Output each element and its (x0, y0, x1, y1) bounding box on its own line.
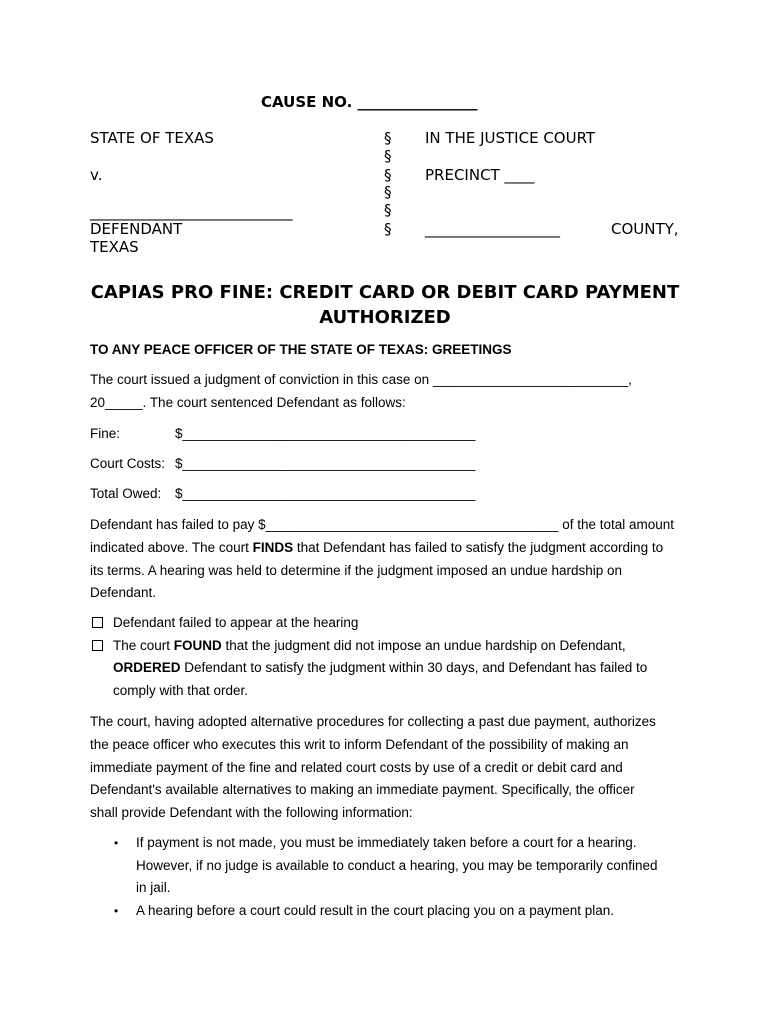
alt-para-line: the peace officer who executes this writ to inform Defendant of the possibility of making an (90, 737, 629, 752)
judgment-line: 20_____. The court sentenced Defendant as follows: (90, 395, 406, 410)
checkbox-failed-to-appear[interactable] (92, 617, 103, 628)
alt-para-line: Defendant's available alternatives to making an immediate payment. Specifically, the officer (90, 782, 635, 797)
judgment-line: The court issued a judgment of conviction in this case on __________________________, (90, 372, 632, 387)
failed-para-line: Defendant. (90, 585, 157, 600)
caption-precinct: PRECINCT ____ (425, 166, 535, 184)
cause-number: CAUSE NO. ________________ (261, 93, 478, 111)
checkbox-continuation (113, 660, 647, 675)
caption-state: STATE OF TEXAS (90, 129, 214, 147)
alt-para-line: The court, having adopted alternative procedures for collecting a past due payment, authorizes (90, 714, 656, 729)
fine-value: $_______________________________________ (175, 426, 476, 441)
checkbox-row-failed-to-appear (92, 615, 358, 630)
checkbox-continuation: comply with that order. (113, 683, 249, 698)
section-mark: § (384, 183, 392, 201)
caption-versus: v. (90, 166, 103, 184)
total-owed-label: Total Owed: (90, 486, 162, 501)
checkbox-label: The court (113, 638, 174, 653)
failed-para-text: indicated above. The court (90, 540, 253, 555)
bullet-item-line: in jail. (136, 880, 171, 895)
caption-county-line: __________________ (425, 220, 560, 238)
document-title-line1: CAPIAS PRO FINE: CREDIT CARD OR DEBIT CARD PAYMENT (90, 282, 680, 303)
failed-para-line (90, 540, 663, 555)
found-keyword: FOUND (173, 638, 222, 653)
section-mark: § (384, 129, 392, 147)
failed-para-line: its terms. A hearing was held to determine if the judgment imposed an undue hardship on (90, 563, 623, 578)
finds-keyword: FINDS (252, 540, 294, 555)
caption-defendant: DEFENDANT (90, 220, 183, 238)
alt-para-line: immediate payment of the fine and related court costs by use of a credit or debit card and (90, 760, 623, 775)
alt-para-line: shall provide Defendant with the following information: (90, 805, 413, 820)
failed-para-text: that Defendant has failed to satisfy the judgment according to (293, 540, 664, 555)
greeting: TO ANY PEACE OFFICER OF THE STATE OF TEXAS: GREETINGS (90, 342, 512, 357)
total-owed-value: $_______________________________________ (175, 486, 476, 501)
court-costs-label: Court Costs: (90, 456, 166, 471)
fine-label: Fine: (90, 426, 121, 441)
section-mark: § (384, 201, 392, 219)
ordered-keyword: ORDERED (113, 660, 181, 675)
bullet-item-line: A hearing before a court could result in the court placing you on a payment plan. (136, 903, 615, 918)
bullet-dot-icon: • (114, 904, 119, 918)
document-title-line2: AUTHORIZED (319, 307, 451, 328)
caption-court: IN THE JUSTICE COURT (425, 129, 596, 147)
section-mark: § (384, 220, 392, 238)
caption-defendant-line: ___________________________ (90, 203, 293, 221)
section-mark: § (384, 147, 392, 165)
checkbox-found-no-hardship[interactable] (92, 640, 103, 651)
failed-para-line: Defendant has failed to pay $_______________________________________ of the total amount (90, 517, 675, 532)
section-mark: § (384, 166, 392, 184)
caption-county: COUNTY, (611, 220, 679, 238)
bullet-item-line: If payment is not made, you must be immediately taken before a court for a hearing. (136, 835, 637, 850)
bullet-dot-icon: • (114, 836, 119, 850)
caption-texas: TEXAS (90, 238, 139, 256)
court-costs-value: $_______________________________________ (175, 456, 476, 471)
checkbox-label: Defendant to satisfy the judgment within 30 days, and Defendant has failed to (180, 660, 648, 675)
checkbox-label: Defendant failed to appear at the hearing (113, 615, 359, 630)
checkbox-row-found (92, 638, 626, 653)
checkbox-label: that the judgment did not impose an undue hardship on Defendant, (221, 638, 626, 653)
bullet-item-line: However, if no judge is available to conduct a hearing, you may be temporarily confined (136, 858, 658, 873)
